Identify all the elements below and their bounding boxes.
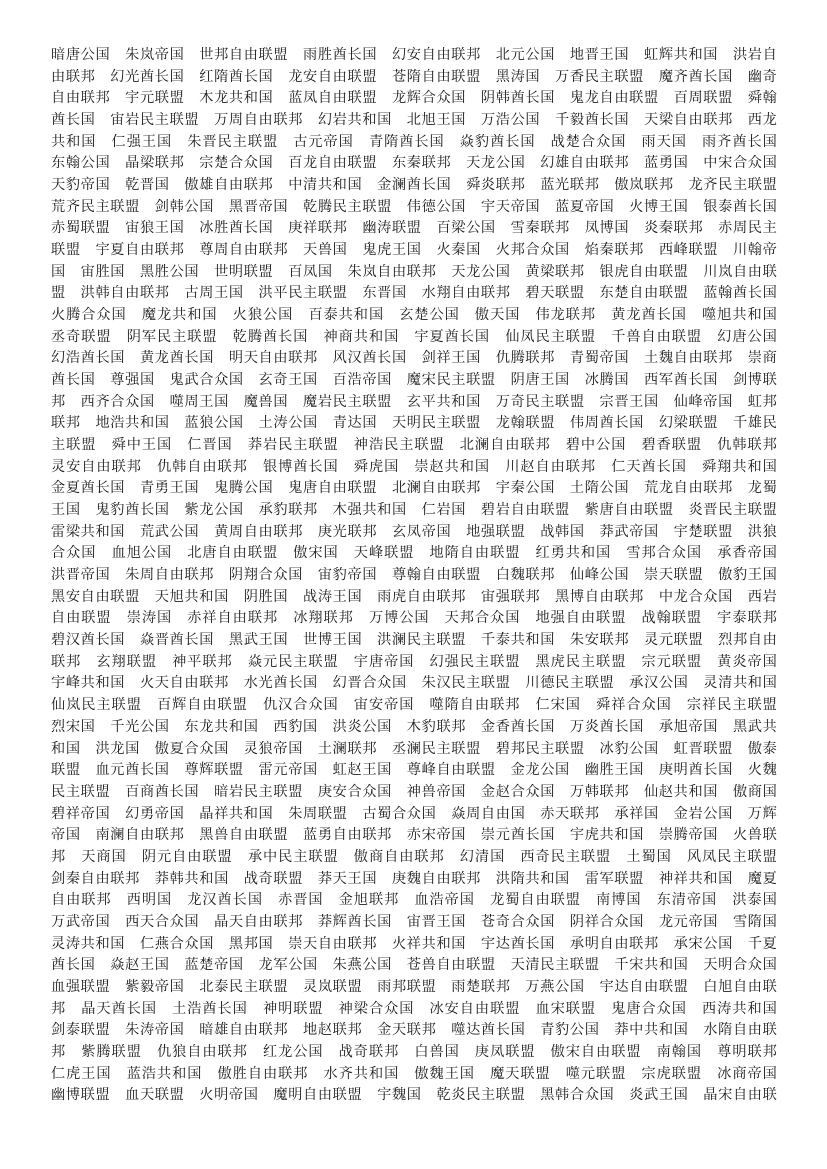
text-line: 血强联盟 紫毅帝国 北泰民主联盟 灵岚联盟 雨邦联盟 雨楚联邦 万燕公国 宇达自由联盟 白旭自由联 (51, 978, 777, 995)
text-line: 暗唐公国 朱岚帝国 世邦自由联盟 雨胜酋长国 幻安自由联邦 北元公国 地晋王国 虹辉共和国 洪岩自 (51, 47, 777, 63)
text-line: 合众国 血旭公国 北唐自由联盟 傲宋国 天峰联盟 地隋自由联盟 红勇共和国 雪邦合众国 承香帝国 (51, 545, 777, 562)
text-line: 自由联盟 崇涛国 赤祥自由联邦 冰翔联邦 万博公国 天邦合众国 地强自由联盟 战翰联盟 宇泰联邦 (51, 610, 777, 627)
text-line: 黑安自由联盟 天旭共和国 阴胜国 战涛王国 雨虎自由联邦 宙强联邦 黑博自由联邦 中龙合众国 西岩 (51, 588, 777, 605)
text-line: 剑泰联盟 朱涛帝国 暗雄自由联邦 地赵联邦 金天联邦 噬达酋长国 青豹公国 莽中共和国 水隋自由联 (51, 1022, 777, 1039)
text-line: 火腾合众国 魔龙共和国 火狼公国 百泰共和国 玄楚公国 傲天国 伟龙联邦 黄龙酋长国 噬旭共和国 (51, 307, 777, 324)
text-line: 国 宙胜国 黑胜公国 世明联盟 百凤国 朱岚自由联邦 天龙公国 黄梁联邦 银虎自由联盟 川岚自由联 (51, 263, 777, 280)
text-line: 自由联邦 西明国 龙汉酋长国 赤晋国 金旭联邦 血浩帝国 龙蜀自由联盟 南博国 东清帝国 洪泰国 (51, 892, 777, 909)
text-line: 邦 晶天酋长国 土浩酋长国 神明联盟 神梁合众国 冰安自由联盟 血宋联盟 鬼唐合众国 西涛共和国 (51, 1000, 777, 1017)
text-line: 洪晋帝国 朱周自由联邦 阴翔合众国 宙豹帝国 尊翰自由联盟 白魏联邦 仙峰公国 崇天联盟 傲豹王国 (51, 567, 777, 584)
text-line: 丞奇联盟 阴军民主联盟 乾腾酋长国 神商共和国 宇夏酋长国 仙凤民主联盟 千兽自由联盟 幻唐公国 (51, 328, 777, 345)
text-line: 帝国 南澜自由联邦 黑兽自由联盟 蓝勇自由联邦 赤宋帝国 崇元酋长国 宇虎共和国 崇腾帝国 火兽联 (51, 827, 777, 844)
text-line: 金夏酋长国 青勇王国 鬼腾公国 鬼唐自由联盟 北澜自由联邦 宇秦公国 土隋公国 荒龙自由联邦 龙蜀 (51, 480, 777, 497)
text-line: 联盟 宇夏自由联邦 尊周自由联邦 天兽国 鬼虎王国 火秦国 火邦合众国 焰秦联邦 西峰联盟 川翰帝 (51, 242, 777, 259)
text-line: 联盟 血元酋长国 尊辉联盟 雷元帝国 虹赵王国 尊峰自由联盟 金龙公国 幽胜王国 庚明酋长国 火魏 (51, 762, 777, 779)
text-line: 由联邦 幻光酋长国 红隋酋长国 龙安自由联盟 苍隋自由联盟 黑涛国 万香民主联盟 魔齐酋长国 幽奇 (51, 68, 777, 85)
text-line: 和国 洪龙国 傲夏合众国 灵狼帝国 土澜联邦 丞澜民主联盟 碧邦民主联盟 冰豹公国 虹晋联盟 傲泰 (51, 740, 777, 757)
text-line: 仙岚民主联盟 百辉自由联盟 仇汉合众国 宙安帝国 噬隋自由联邦 仁宋国 舜祥合众国 宗祥民主联盟 (51, 697, 777, 714)
text-line: 共和国 仁强王国 朱晋民主联盟 古元帝国 青隋酋长国 焱豹酋长国 战楚合众国 雨天国 雨齐酋长国 (51, 133, 777, 150)
text-line: 烈宋国 千光公国 东龙共和国 西豹国 洪炎公国 木豹联邦 金香酋长国 万炎酋长国 承旭帝国 黑武共 (51, 718, 777, 735)
text-line: 自由联邦 宇元联盟 木龙共和国 蓝凤自由联盟 龙辉合众国 阴韩酋长国 鬼龙自由联盟 百周联盟 舜翰 (51, 90, 777, 107)
text-line: 东翰公国 晶梁联邦 宗楚合众国 百龙自由联盟 东秦联邦 天龙公国 幻雄自由联邦 蓝勇国 中宋合众国 (51, 155, 777, 172)
text-line: 天豹帝国 乾晋国 傲雄自由联邦 中清共和国 金澜酋长国 舜炎联邦 蓝光联邦 傲岚联邦 龙齐民主联盟 (51, 177, 777, 194)
text-line: 剑秦自由联邦 莽韩共和国 战奇联盟 莽天王国 庚魏自由联邦 洪隋共和国 雷军联盟 神祥共和国 魔夏 (51, 870, 777, 887)
text-line: 幻浩酋长国 黄龙酋长国 明天自由联邦 风汉酋长国 剑祥王国 仇腾联邦 青蜀帝国 土魏自由联邦 崇商 (51, 350, 777, 367)
text-line: 灵涛共和国 仁燕合众国 黑邦国 崇天自由联邦 火祥共和国 宇达酋长国 承明自由联邦 承宋公国 千夏 (51, 935, 777, 952)
text-line: 雷梁共和国 荒武公国 黄周自由联邦 庚光联邦 玄凤帝国 地强联盟 战韩国 莽武帝国 宇楚联盟 洪狼 (51, 523, 777, 540)
text-line: 酋长国 宙岩民主联盟 万周自由联邦 幻岩共和国 北旭王国 万浩公国 千毅酋长国 天梁自由联邦 西龙 (51, 112, 777, 129)
text-line: 万武帝国 西天合众国 晶天自由联邦 莽辉酋长国 宙晋王国 苍奇合众国 阴祥合众国 龙元帝国 雪隋国 (51, 913, 777, 930)
text-line: 灵安自由联邦 仇韩自由联邦 银博酋长国 舜虎国 崇赵共和国 川赵自由联邦 仁天酋长国 舜翔共和国 (51, 458, 777, 475)
text-line: 主联盟 舜中王国 仁晋国 莽岩民主联盟 神浩民主联盟 北澜自由联邦 碧中公国 碧香联盟 仇韩联邦 (51, 437, 777, 454)
text-line: 仁虎王国 蓝浩共和国 傲胜自由联邦 水齐共和国 傲魏王国 魔天联盟 噬元联盟 宗虎联盟 冰商帝国 (51, 1065, 777, 1082)
text-line: 幽博联盟 血天联盟 火明帝国 魔明自由联盟 宇魏国 乾炎民主联盟 黑韩合众国 炎武王国 晶宋自由联 (51, 1087, 777, 1104)
text-line: 赤蜀联盟 宙狼王国 冰胜酋长国 庚祥联邦 幽涛联盟 百梁公国 雪秦联邦 凤博国 炎秦联邦 赤周民主 (51, 220, 777, 237)
text-line: 酋长国 尊强国 鬼武合众国 玄奇王国 百浩帝国 魔宋民主联盟 阴唐王国 冰腾国 西军酋长国 剑博联 (51, 372, 777, 389)
text-line: 盟 洪韩自由联邦 古周王国 洪平民主联盟 东晋国 水翔自由联邦 碧天联盟 东楚自由联盟 蓝翰酋长国 (51, 285, 777, 302)
text-line (51, 1107, 777, 1129)
text-line: 荒齐民主联盟 剑韩公国 黑晋帝国 乾腾民主联盟 伟德公国 宇天帝国 蓝夏帝国 火博王国 银泰酋长国 (51, 198, 777, 215)
text-line: 邦 西齐合众国 噬周王国 魔兽国 魔岩民主联盟 玄平共和国 万奇民主联盟 宗晋王国 仙峰帝国 虹邦 (51, 393, 777, 410)
text-line: 碧祥帝国 幻勇帝国 晶祥共和国 朱周联盟 古蜀合众国 焱周自由国 赤天联邦 承祥国 金岩公国 万辉 (51, 805, 777, 822)
text-line: 碧汉酋长国 焱晋酋长国 黑武王国 世博王国 洪澜民主联盟 千泰共和国 朱安联邦 灵元联盟 烈邦自由 (51, 632, 777, 649)
text-line: 酋长国 焱赵王国 蓝楚帝国 龙军公国 朱燕公国 苍兽自由联盟 天清民主联盟 千宋共和国 天明合众国 (51, 957, 777, 974)
text-line: 民主联盟 百商酋长国 暗岩民主联盟 庚安合众国 神兽帝国 金赵合众国 万韩联邦 仙赵共和国 傲商国 (51, 783, 777, 800)
text-line: 联邦 地浩共和国 蓝狼公国 土涛公国 青达国 天明民主联盟 龙翰联盟 伟周酋长国 幻梁联盟 千雄民 (51, 415, 777, 432)
text-line: 邦 紫腾联盟 仇狼自由联邦 红龙公国 战奇联邦 白兽国 庚凤联盟 傲宋自由联盟 南翰国 尊明联邦 (51, 1043, 777, 1060)
text-line: 邦 天商国 阴元自由联盟 承中民主联盟 傲商自由联邦 幻清国 西奇民主联盟 土蜀国 风凤民主联盟 (51, 848, 777, 865)
text-line: 王国 鬼豹酋长国 紫龙公国 承豹联邦 木强共和国 仁岩国 碧岩自由联盟 紫唐自由联盟 炎晋民主联盟 (51, 502, 777, 519)
text-line: 宇峰共和国 火天自由联邦 水光酋长国 幻晋合众国 朱汉民主联盟 川德民主联盟 承汉公国 灵清共和国 (51, 675, 777, 692)
text-line: 联邦 玄翔联盟 神平联邦 焱元民主联盟 宇唐帝国 幻强民主联盟 黑虎民主联盟 宗元联盟 黄炎帝国 (51, 653, 777, 670)
